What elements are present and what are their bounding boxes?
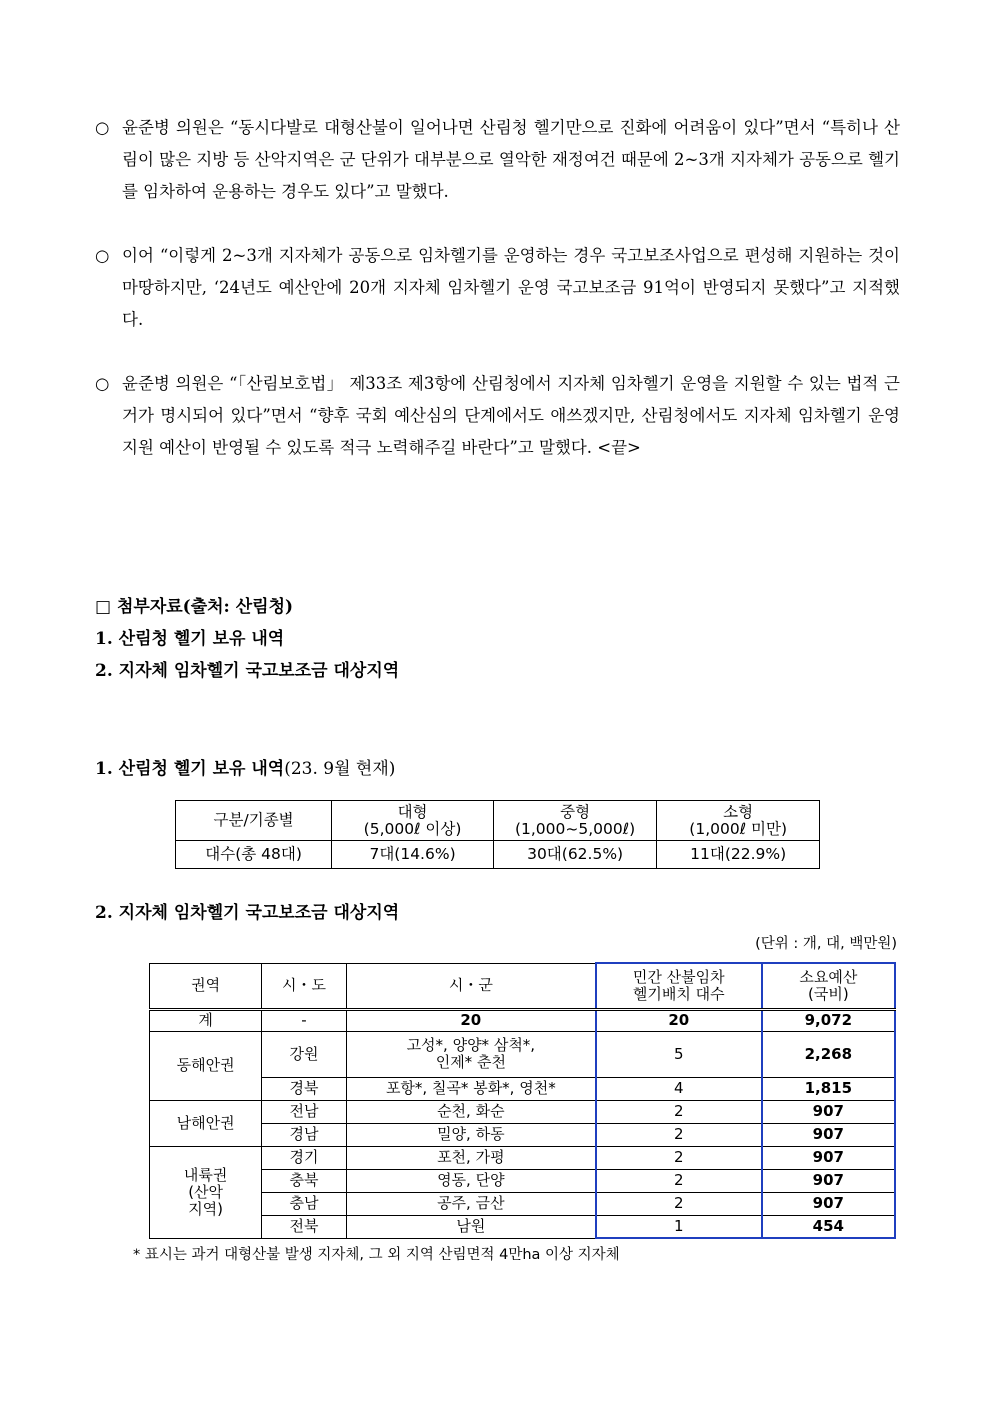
budget: 907	[762, 1123, 895, 1146]
city-line1: 고성*, 양양* 삼척*,	[406, 1036, 536, 1054]
header-region: 권역	[150, 963, 262, 1009]
header-heli	[596, 963, 762, 1009]
header-small-label: 소형	[723, 802, 754, 821]
paragraph-3	[95, 368, 900, 464]
city: 영동, 단양	[346, 1169, 596, 1192]
budget: 907	[762, 1169, 895, 1192]
city: 순천, 화순	[346, 1100, 596, 1123]
region-south: 남해안권	[150, 1100, 262, 1146]
attachment-item-1: 1. 산림청 헬기 보유 내역	[95, 629, 285, 649]
region-inland-line2: (산악	[188, 1182, 224, 1201]
region-east: 동해안권	[150, 1031, 262, 1100]
unit-label: (단위 : 개, 대, 백만원)	[755, 936, 897, 952]
section2-title: 2. 지자체 임차헬기 국고보조금 대상지역	[95, 903, 400, 923]
large-count: 7대(14.6%)	[332, 841, 494, 869]
heli-count: 2	[596, 1146, 762, 1169]
header-medium-label: 중형	[560, 802, 591, 821]
total-province: -	[262, 1009, 347, 1031]
header-budget-line2: (국비)	[807, 984, 849, 1003]
budget: 907	[762, 1146, 895, 1169]
row-label: 대수(총 48대)	[176, 841, 332, 869]
city: 포천, 가평	[346, 1146, 596, 1169]
table-row	[150, 1009, 896, 1031]
header-city: 시・군	[346, 963, 596, 1009]
total-label: 계	[150, 1009, 262, 1031]
paragraph-text: 윤준병 의원은 “동시다발로 대형산불이 일어나면 산림청 헬기만으로 진화에 어려움이 있다”면서 “특히나 산림이 많은 지방 등 산악지역은 군 단위가 대부분으로 열악한 재정여건 때문에 2~3개 지자체가 공동으로 헬기를 임차하여 운용하는 경우도 있다”고 말했다.	[122, 118, 900, 201]
city	[346, 1031, 596, 1077]
header-large	[332, 801, 494, 841]
total-heli: 20	[596, 1009, 762, 1031]
subsidy-target-table	[149, 962, 896, 1239]
header-small	[657, 801, 820, 841]
heli-count: 4	[596, 1077, 762, 1100]
medium-count: 30대(62.5%)	[493, 841, 656, 869]
total-city: 20	[346, 1009, 596, 1031]
table-row	[150, 1146, 896, 1169]
region-inland	[150, 1146, 262, 1238]
header-province: 시・도	[262, 963, 347, 1009]
header-category: 구분/기종별	[176, 801, 332, 841]
province: 경북	[262, 1077, 347, 1100]
header-budget-line1: 소요예산	[799, 967, 858, 986]
region-inland-line1: 내륙권	[183, 1165, 228, 1184]
paragraph-text: 윤준병 의원은 “「산림보호법」 제33조 제3항에 산림청에서 지자체 임차헬기 운영을 지원할 수 있는 법적 근거가 명시되어 있다”면서 “향후 국회 예산심의 단계에서도 애쓰겠지만, 산림청에서도 지자체 임차헬기 운영지원 예산이 반영될 수 있도록 적극 노력해주길 바란다”고 말했다. <끝>	[122, 374, 901, 457]
table-row	[150, 1077, 896, 1100]
table-row	[150, 1100, 896, 1123]
header-medium-range: (1,000~5,000ℓ)	[514, 819, 636, 838]
section1-date: (23. 9월 현재)	[284, 759, 396, 779]
helicopter-holdings-table	[175, 800, 820, 869]
heli-count: 2	[596, 1169, 762, 1192]
heli-count: 1	[596, 1215, 762, 1238]
header-small-range: (1,000ℓ 미만)	[689, 819, 788, 838]
total-budget: 9,072	[762, 1009, 895, 1031]
header-heli-line2: 헬기배치 대수	[632, 984, 725, 1003]
section1-title: 1. 산림청 헬기 보유 내역	[95, 759, 285, 779]
header-heli-line1: 민간 산불임차	[632, 967, 725, 986]
heli-count: 5	[596, 1031, 762, 1077]
footnote: * 표시는 과거 대형산불 발생 지자체, 그 외 지역 산림면적 4만ha 이상 지자체	[133, 1247, 620, 1263]
budget: 907	[762, 1192, 895, 1215]
budget: 1,815	[762, 1077, 895, 1100]
small-count: 11대(22.9%)	[657, 841, 820, 869]
heli-count: 2	[596, 1192, 762, 1215]
province: 충북	[262, 1169, 347, 1192]
table-row	[150, 1169, 896, 1192]
header-budget	[762, 963, 895, 1009]
paragraph-text: 이어 “이렇게 2~3개 지자체가 공동으로 임차헬기를 운영하는 경우 국고보조사업으로 편성해 지원하는 것이 마땅하지만, ‘24년도 예산안에 20개 지자체 임차헬기 운영 국고보조금 91억이 반영되지 못했다”고 지적했다.	[122, 246, 900, 329]
circle-bullet-icon: ○	[95, 118, 110, 137]
city-line2: 인제* 춘천	[435, 1053, 506, 1071]
province: 경기	[262, 1146, 347, 1169]
province: 전북	[262, 1215, 347, 1238]
circle-bullet-icon: ○	[95, 374, 110, 393]
attachment-item-2: 2. 지자체 임차헬기 국고보조금 대상지역	[95, 661, 400, 681]
table-row	[150, 1123, 896, 1146]
city: 포항*, 칠곡* 봉화*, 영천*	[346, 1077, 596, 1100]
header-large-label: 대형	[397, 802, 428, 821]
paragraph-2	[95, 240, 900, 336]
city: 밀양, 하동	[346, 1123, 596, 1146]
city: 남원	[346, 1215, 596, 1238]
section1-heading	[95, 758, 395, 780]
budget: 907	[762, 1100, 895, 1123]
province: 전남	[262, 1100, 347, 1123]
city: 공주, 금산	[346, 1192, 596, 1215]
header-medium	[493, 801, 656, 841]
table-row	[150, 1192, 896, 1215]
province: 충남	[262, 1192, 347, 1215]
circle-bullet-icon: ○	[95, 246, 110, 265]
table-row	[150, 1215, 896, 1238]
budget: 454	[762, 1215, 895, 1238]
table-row	[150, 1031, 896, 1077]
heli-count: 2	[596, 1100, 762, 1123]
province: 강원	[262, 1031, 347, 1077]
region-inland-line3: 지역)	[188, 1199, 224, 1218]
paragraph-1	[95, 112, 900, 208]
attachments-title: □ 첨부자료(출처: 산림청)	[95, 597, 294, 617]
province: 경남	[262, 1123, 347, 1146]
budget: 2,268	[762, 1031, 895, 1077]
heli-count: 2	[596, 1123, 762, 1146]
header-large-range: (5,000ℓ 이상)	[363, 819, 462, 838]
